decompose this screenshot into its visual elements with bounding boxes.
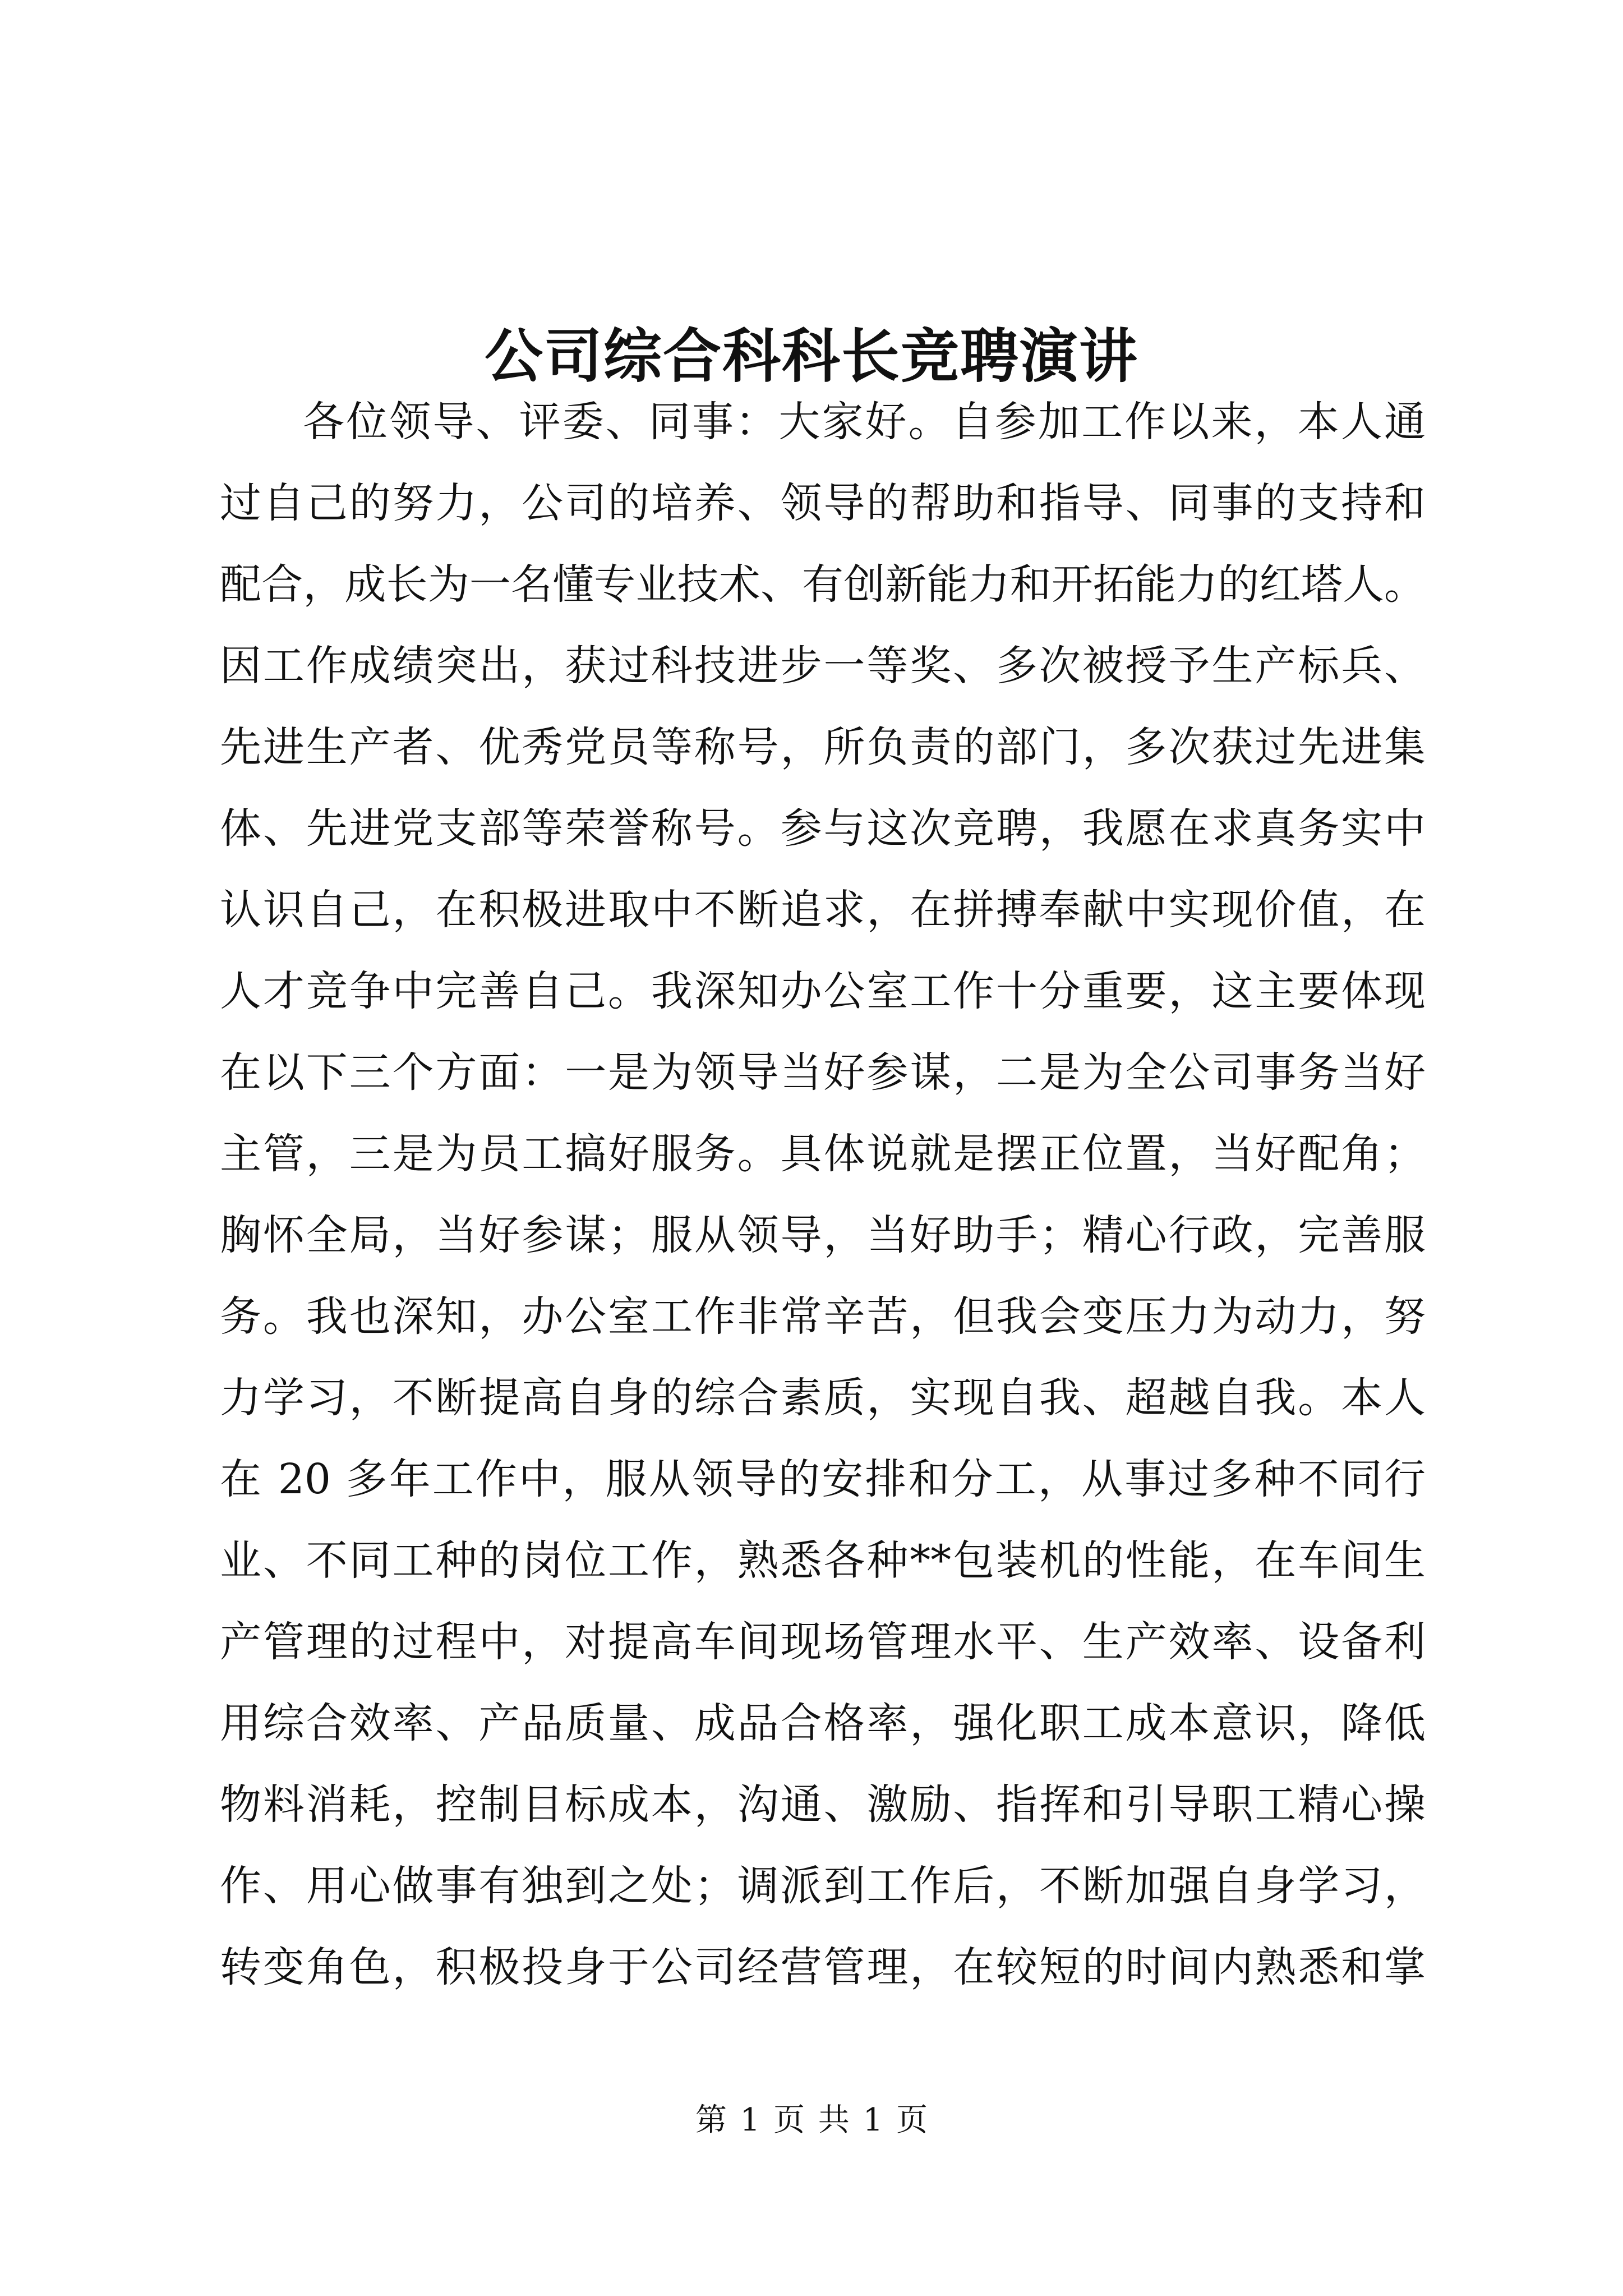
body-line: 务。我也深知，办公室工作非常辛苦，但我会变压力为动力，努 xyxy=(220,1292,1426,1341)
body-line: 在以下三个方面：一是为领导当好参谋，二是为全公司事务当好 xyxy=(220,1048,1426,1097)
body-line: 过自己的努力，公司的培养、领导的帮助和指导、同事的支持和 xyxy=(220,479,1426,527)
body-line: 体、先进党支部等荣誉称号。参与这次竞聘，我愿在求真务实中 xyxy=(220,804,1426,853)
page-number-footer: 第 1 页 共 1 页 xyxy=(695,2102,928,2138)
body-line: 力学习，不断提高自身的综合素质，实现自我、超越自我。本人 xyxy=(220,1374,1426,1422)
body-line: 主管，三是为员工搞好服务。具体说就是摆正位置，当好配角； xyxy=(220,1130,1426,1178)
body-line: 物料消耗，控制目标成本，沟通、激励、指挥和引导职工精心操 xyxy=(220,1780,1426,1829)
body-line: 认识自己，在积极进取中不断追求，在拼搏奉献中实现价值，在 xyxy=(220,886,1426,934)
body-line: 胸怀全局，当好参谋；服从领导，当好助手；精心行政，完善服 xyxy=(220,1211,1426,1259)
document-title: 公司综合科科长竞聘演讲 xyxy=(484,321,1138,390)
body-line: 用综合效率、产品质量、成品合格率，强化职工成本意识，降低 xyxy=(220,1699,1426,1747)
document-body xyxy=(220,381,1426,2008)
body-line: 业、不同工种的岗位工作，熟悉各种**包装机的性能，在车间生 xyxy=(220,1536,1426,1585)
body-line: 因工作成绩突出，获过科技进步一等奖、多次被授予生产标兵、 xyxy=(220,642,1426,690)
body-line: 转变角色，积极投身于公司经营管理，在较短的时间内熟悉和掌 xyxy=(220,1943,1426,1991)
body-line: 在 20 多年工作中，服从领导的安排和分工，从事过多种不同行 xyxy=(220,1455,1426,1503)
body-line: 先进生产者、优秀党员等称号，所负责的部门，多次获过先进集 xyxy=(220,723,1426,771)
body-line: 作、用心做事有独到之处；调派到工作后，不断加强自身学习， xyxy=(220,1862,1426,1910)
body-line: 各位领导、评委、同事：大家好。自参加工作以来，本人通 xyxy=(303,398,1426,446)
body-line: 人才竞争中完善自己。我深知办公室工作十分重要，这主要体现 xyxy=(220,967,1426,1015)
body-line: 产管理的过程中，对提高车间现场管理水平、生产效率、设备利 xyxy=(220,1618,1426,1666)
body-line: 配合，成长为一名懂专业技术、有创新能力和开拓能力的红塔人。 xyxy=(220,560,1426,609)
